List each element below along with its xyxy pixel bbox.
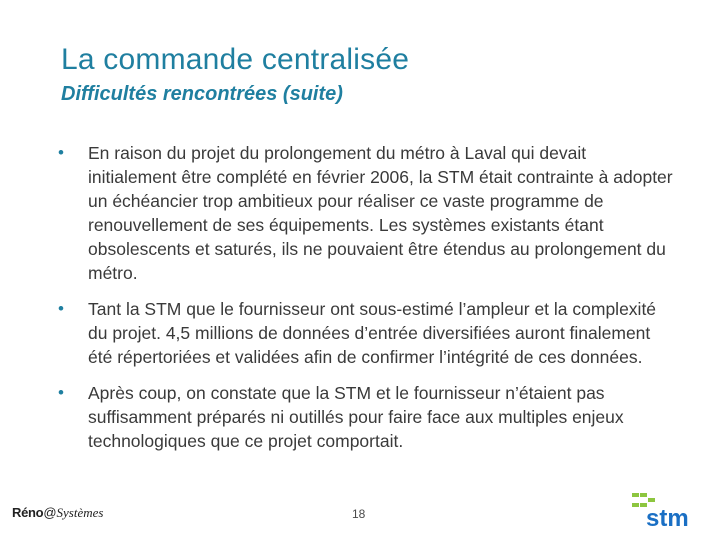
stm-logo-text: stm <box>646 505 689 530</box>
bullet-text: Après coup, on constate que la STM et le fournisseur n’étaient pas suffisamment préparés ni outillés pour faire face aux multiples enjeux technologiques que ce projet comportait. <box>88 383 624 451</box>
slide-subtitle: Difficultés rencontrées (suite) <box>61 83 343 105</box>
slide-title: La commande centralisée <box>61 43 410 76</box>
bullet-marker: • <box>58 143 64 162</box>
bullet-item <box>58 297 678 369</box>
renosystemes-logo <box>12 505 103 521</box>
bullet-text: Tant la STM que le fournisseur ont sous-estimé l’ampleur et la complexité du projet. 4,5 millions de données d’entrée diversifiées auront finalement été répertoriées et validées afin de confirmer l’intégrité de ces données. <box>88 299 657 367</box>
bullet-item <box>58 381 678 453</box>
bullet-marker: • <box>58 299 64 318</box>
bullet-list <box>58 141 678 465</box>
page-number: 18 <box>352 507 366 521</box>
logo-text-systemes: Systèmes <box>56 505 104 520</box>
logo-swirl-icon: @ <box>43 505 57 520</box>
stm-logo <box>628 490 708 530</box>
bullet-marker: • <box>58 383 64 402</box>
logo-text-reno: Réno <box>12 505 44 520</box>
bullet-item <box>58 141 678 285</box>
bullet-text: En raison du projet du prolongement du métro à Laval qui devait initialement être complété en février 2006, la STM était contrainte à adopter un échéancier trop ambitieux pour réaliser ce vaste programme de renouvellement de ses équipements. Les systèmes existants étant obsolescents et saturés, ils ne pouvaient être étendus au prolongement du métro. <box>88 143 673 283</box>
